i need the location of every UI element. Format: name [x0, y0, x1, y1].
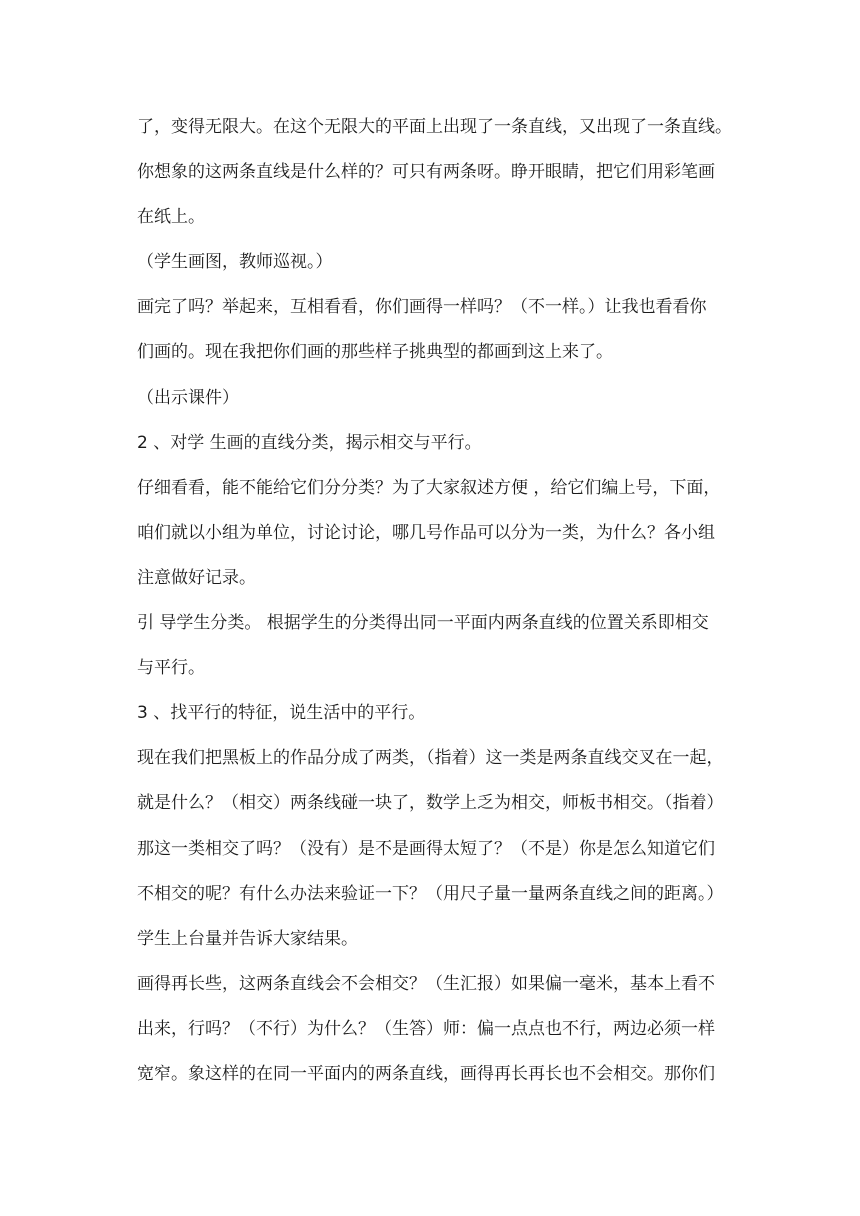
text-line: 画得再长些，这两条直线会不会相交？（生汇报）如果偏一毫米，基本上看不 — [137, 973, 715, 994]
text-line: 出来，行吗？（不行）为什么？（生答）师：偏一点点也不行，两边必须一样 — [137, 1018, 715, 1039]
text-line: （学生画图，教师巡视。） — [137, 252, 333, 273]
text-line: 们画的。现在我把你们画的那些样子挑典型的都画到这上来了。 — [137, 342, 613, 363]
text-line: 了，变得无限大。在这个无限大的平面上出现了一条直线，又出现了一条直线。 — [137, 117, 732, 137]
text-line: 宽窄。象这样的在同一平面内的两条直线，画得再长再长也不会相交。那你们 — [137, 1063, 715, 1084]
text-line: 咱们就以小组为单位，讨论讨论，哪几号作品可以分为一类，为什么？各小组 — [137, 522, 715, 543]
text-line: 与平行。 — [137, 658, 205, 679]
text-line: 引 导学生分类。 根据学生的分类得出同一平面内两条直线的位置关系即相交 — [137, 613, 709, 634]
text-line: 那这一类相交了吗？（没有）是不是画得太短了？（不是）你是怎么知道它们 — [137, 838, 715, 859]
text-line: 就是什么？（相交）两条线碰一块了，数学上乏为相交，师板书相交。（指着） — [137, 793, 724, 814]
text-line: 现在我们把黑板上的作品分成了两类，（指着）这一类是两条直线交叉在一起， — [137, 748, 724, 769]
text-line: 画完了吗？举起来，互相看看，你们画得一样吗？（不一样。）让我也看看你 — [137, 297, 707, 318]
section-heading: 2 、对学 生画的直线分类，揭示相交与平行。 — [137, 432, 482, 453]
text-line: 你想象的这两条直线是什么样的？可只有两条呀。睁开眼睛，把它们用彩笔画 — [137, 162, 715, 183]
text-line: 仔细看看，能不能给它们分分类？为了大家叙述方便 ，给它们编上号，下面， — [137, 477, 721, 498]
text-line: 在纸上。 — [137, 207, 205, 228]
text-line: 注意做好记录。 — [137, 567, 256, 588]
section-heading: 3 、找平行的特征，说生活中的平行。 — [137, 703, 426, 724]
text-line: （出示课件） — [137, 387, 239, 408]
text-line: 不相交的呢？有什么办法来验证一下？（用尺子量一量两条直线之间的距离。） — [137, 883, 724, 904]
document-body — [137, 110, 732, 1102]
text-line: 学生上台量并告诉大家结果。 — [137, 928, 358, 949]
